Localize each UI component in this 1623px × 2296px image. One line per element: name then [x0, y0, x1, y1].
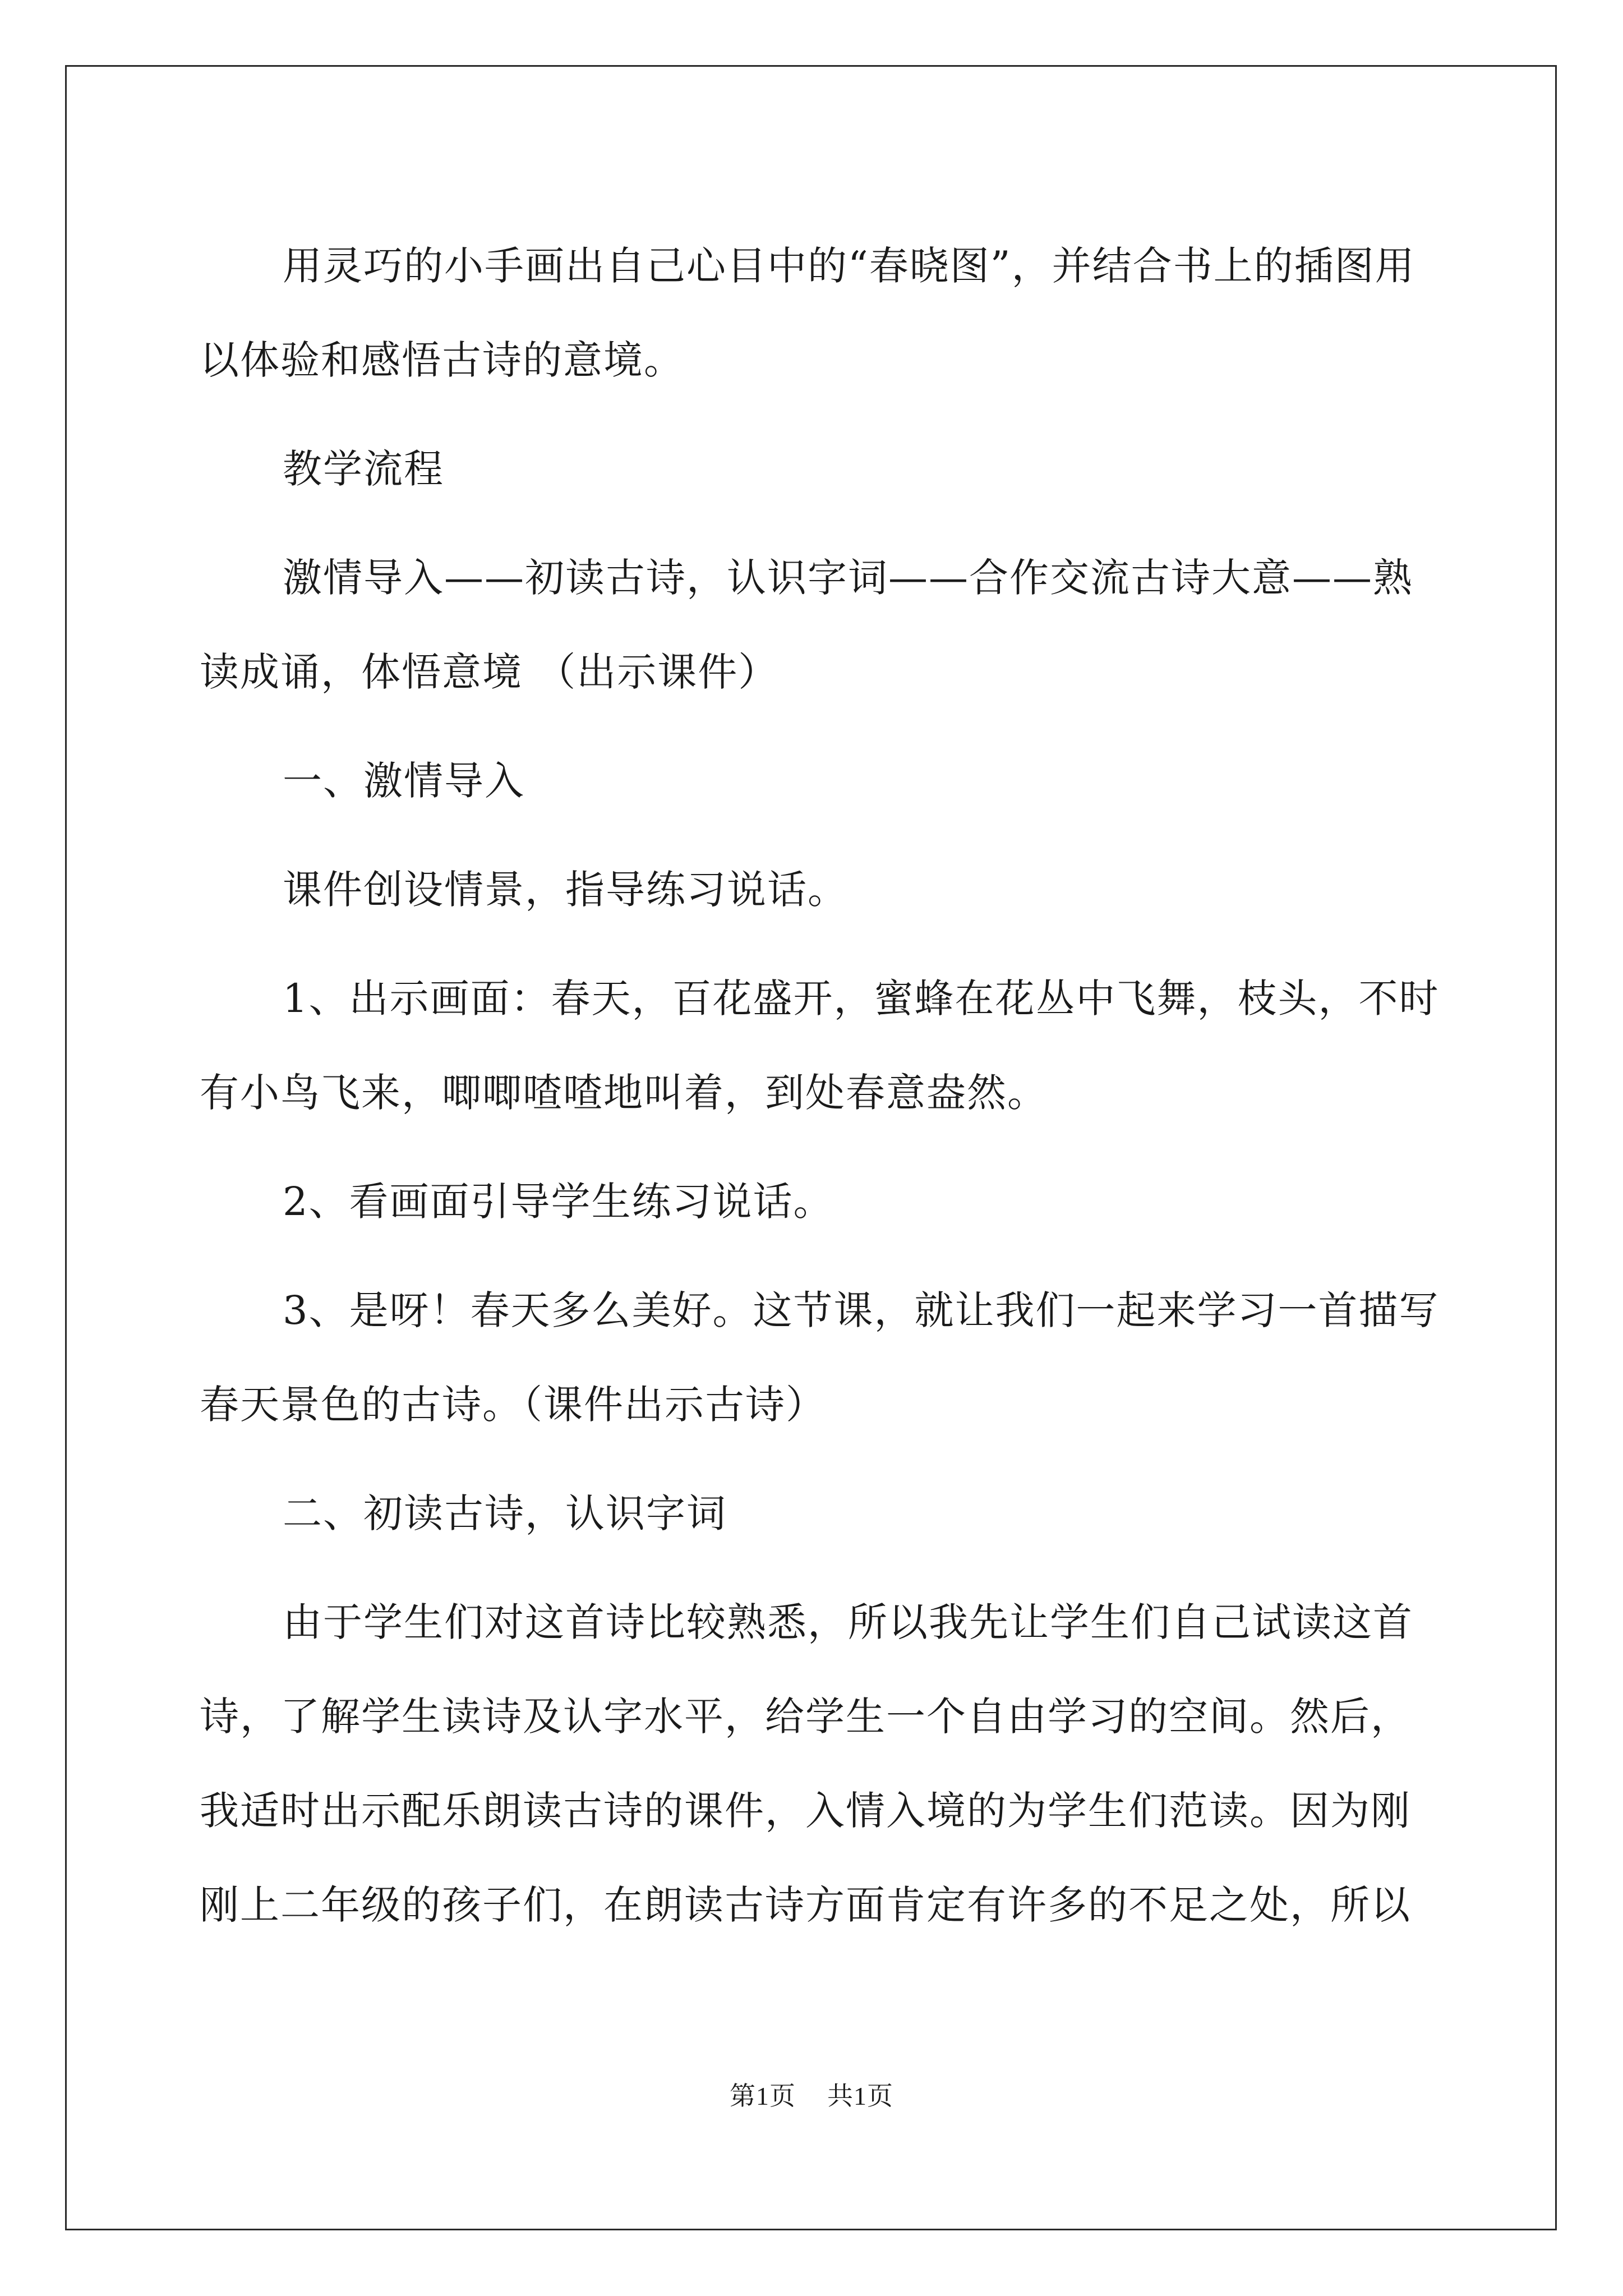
- text-line: 2、看画面引导学生练习说话。: [283, 1179, 834, 1225]
- text-line: 有小鸟飞来，唧唧喳喳地叫着，到处春意盎然。: [200, 1070, 1048, 1116]
- text-line: 诗，了解学生读诗及认字水平，给学生一个自由学习的空间。然后，: [200, 1694, 1411, 1740]
- paragraph: [200, 219, 1427, 407]
- section-heading: [200, 734, 1427, 828]
- text-line: 激情导入——初读古诗，认识字词——合作交流古诗大意——熟: [283, 555, 1413, 601]
- document-body: [200, 219, 1440, 1952]
- list-item: [200, 1154, 1427, 1249]
- paragraph-heading: [200, 422, 1427, 516]
- list-item: [200, 951, 1440, 1140]
- text-line: 刚上二年级的孩子们，在朗读古诗方面肯定有许多的不足之处，所以: [200, 1882, 1411, 1928]
- text-line: 1、出示画面：春天，百花盛开，蜜蜂在花丛中飞舞，枝头，不时: [283, 976, 1440, 1022]
- text-line: 二、初读古诗，认识字词: [283, 1490, 727, 1536]
- page-total: 共1页: [827, 2082, 893, 2110]
- page-footer: [0, 2076, 1623, 2113]
- text-line: 春天景色的古诗。（课件出示古诗）: [200, 1382, 826, 1428]
- paragraph: [200, 531, 1427, 719]
- text-line: 以体验和感悟古诗的意境。: [200, 337, 684, 383]
- text-line: 用灵巧的小手画出自己心目中的“春晓图”，并结合书上的插图用: [283, 243, 1415, 289]
- text-line: 3、是呀！春天多么美好。这节课，就让我们一起来学习一首描写: [283, 1287, 1440, 1333]
- section-heading: [200, 1466, 1427, 1561]
- text-line: 我适时出示配乐朗读古诗的课件，入情入境的为学生们范读。因为刚: [200, 1788, 1411, 1834]
- text-line: 读成诵，体悟意境 （出示课件）: [200, 649, 779, 695]
- paragraph: [200, 843, 1427, 937]
- text-line: 一、激情导入: [283, 758, 525, 804]
- paragraph: [200, 1575, 1427, 1952]
- text-line: 由于学生们对这首诗比较熟悉，所以我先让学生们自己试读这首: [283, 1599, 1413, 1645]
- page-number: 第1页: [730, 2082, 796, 2110]
- text-line: 教学流程: [283, 446, 444, 492]
- list-item: [200, 1263, 1440, 1452]
- text-line: 课件创设情景，指导练习说话。: [283, 867, 848, 913]
